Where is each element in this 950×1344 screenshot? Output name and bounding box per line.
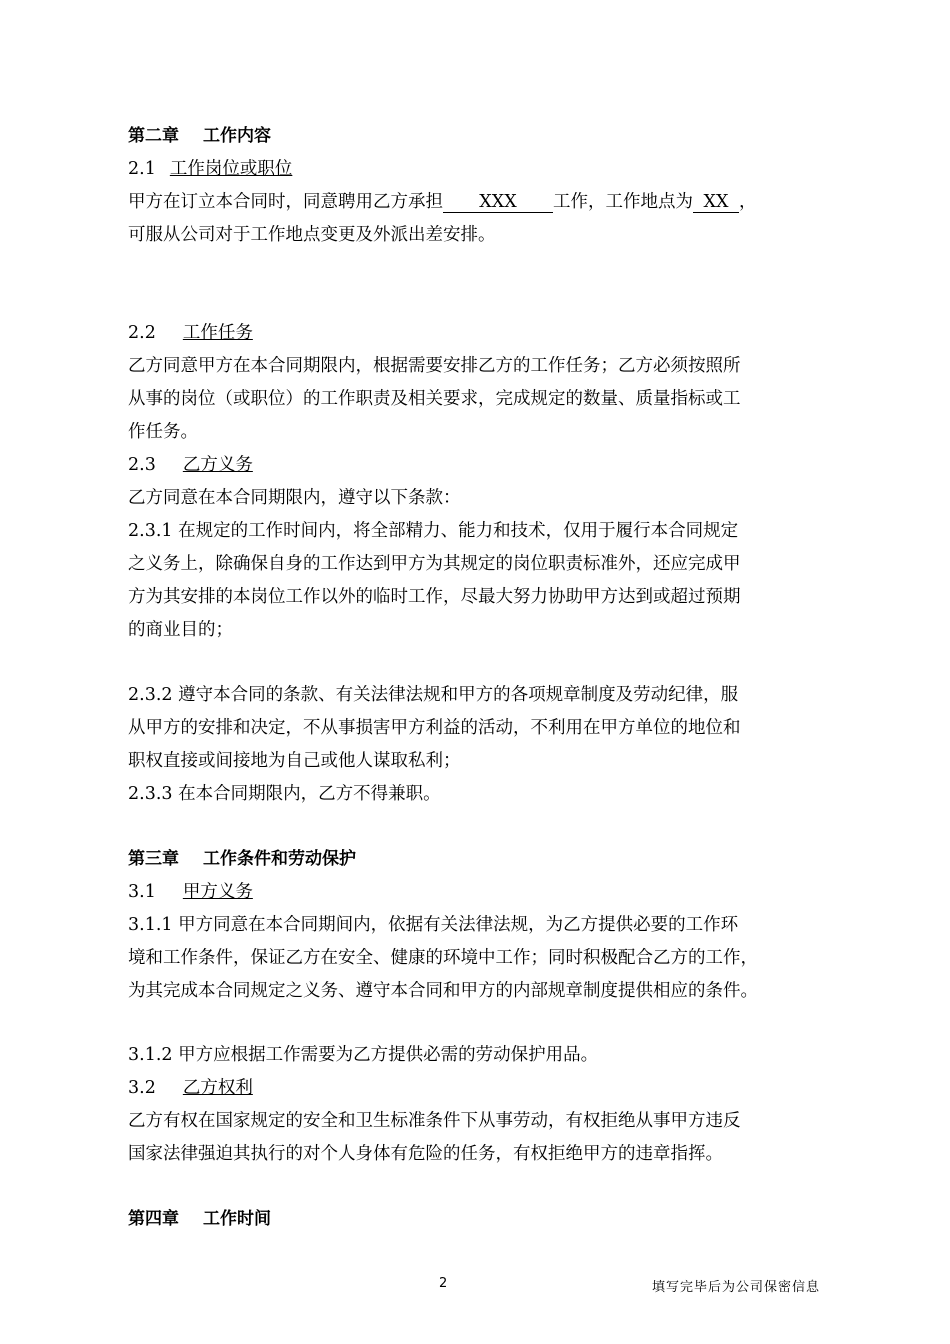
- section-2-2-heading: [128, 321, 828, 345]
- paragraph-line: 乙方同意甲方在本合同期限内，根据需要安排乙方的工作任务；乙方必须按照所: [128, 356, 741, 376]
- page-number: 2: [439, 1276, 448, 1291]
- section-number: 2.3: [128, 455, 156, 475]
- confidentiality-note: 填写完毕后为公司保密信息: [652, 1280, 821, 1295]
- chapter-3-title: 工作条件和劳动保护: [203, 849, 356, 869]
- section-title: 甲方义务: [182, 882, 253, 902]
- paragraph-line: 3.1.1 甲方同意在本合同期间内，依据有关法律法规，为乙方提供必要的工作环: [128, 915, 739, 935]
- paragraph-line: [128, 190, 828, 214]
- section-3-2-heading: [128, 1076, 828, 1100]
- paragraph-line: 方为其安排的本岗位工作以外的临时工作，尽最大努力协助甲方达到或超过预期: [128, 587, 741, 607]
- chapter-3-number: 第三章: [128, 849, 179, 869]
- chapter-4-number: 第四章: [128, 1209, 179, 1229]
- paragraph-line: 之义务上，除确保自身的工作达到甲方为其规定的岗位职责标准外，还应完成甲: [128, 554, 741, 574]
- paragraph-line: 2.3.1 在规定的工作时间内，将全部精力、能力和技术，仅用于履行本合同规定: [128, 521, 739, 541]
- paragraph-line: 2.3.2 遵守本合同的条款、有关法律法规和甲方的各项规章制度及劳动纪律，服: [128, 685, 739, 705]
- section-number: 2.2: [128, 323, 156, 343]
- section-2-1-heading: [128, 157, 828, 181]
- paragraph-line: 为其完成本合同规定之义务、遵守本合同和甲方的内部规章制度提供相应的条件。: [128, 981, 758, 1001]
- section-title: 乙方义务: [182, 455, 253, 475]
- paragraph-line: 3.1.2 甲方应根据工作需要为乙方提供必需的劳动保护用品。: [128, 1045, 599, 1065]
- section-number: 2.1: [128, 159, 156, 179]
- section-number: 3.1: [128, 882, 156, 902]
- text-run: 甲方在订立本合同时，同意聘用乙方承担: [128, 192, 443, 212]
- section-3-1-heading: [128, 880, 828, 904]
- chapter-4-title: 工作时间: [203, 1209, 271, 1229]
- paragraph-line: 从事的岗位（或职位）的工作职责及相关要求，完成规定的数量、质量指标或工: [128, 389, 741, 409]
- paragraph-line: 境和工作条件，保证乙方在安全、健康的环境中工作；同时积极配合乙方的工作，: [128, 948, 758, 968]
- paragraph-line: 可服从公司对于工作地点变更及外派出差安排。: [128, 225, 496, 245]
- paragraph-line: 从甲方的安排和决定，不从事损害甲方利益的活动，不利用在甲方单位的地位和: [128, 718, 741, 738]
- paragraph-line: 乙方有权在国家规定的安全和卫生标准条件下从事劳动，有权拒绝从事甲方违反: [128, 1111, 741, 1131]
- chapter-2-heading: [128, 124, 828, 148]
- section-2-3-heading: [128, 453, 828, 477]
- paragraph-line: 职权直接或间接地为自己或他人谋取私利；: [128, 751, 461, 771]
- paragraph-line: 2.3.3 在本合同期限内，乙方不得兼职。: [128, 784, 441, 804]
- paragraph-line: 国家法律强迫其执行的对个人身体有危险的任务，有权拒绝甲方的违章指挥。: [128, 1144, 723, 1164]
- section-title: 工作岗位或职位: [169, 159, 293, 179]
- text-run: 工作，工作地点为: [553, 192, 693, 212]
- section-number: 3.2: [128, 1078, 156, 1098]
- text-run: ，: [739, 192, 757, 212]
- chapter-2-title: 工作内容: [203, 126, 271, 146]
- paragraph-line: 乙方同意在本合同期限内，遵守以下条款：: [128, 488, 461, 508]
- section-title: 工作任务: [182, 323, 253, 343]
- paragraph-line: 的商业目的；: [128, 620, 233, 640]
- job-blank: XXX: [443, 192, 553, 213]
- section-title: 乙方权利: [182, 1078, 253, 1098]
- paragraph-line: 作任务。: [128, 422, 198, 442]
- place-blank: XX: [693, 192, 739, 213]
- chapter-3-heading: [128, 847, 828, 871]
- chapter-4-heading: [128, 1207, 828, 1231]
- chapter-2-number: 第二章: [128, 126, 179, 146]
